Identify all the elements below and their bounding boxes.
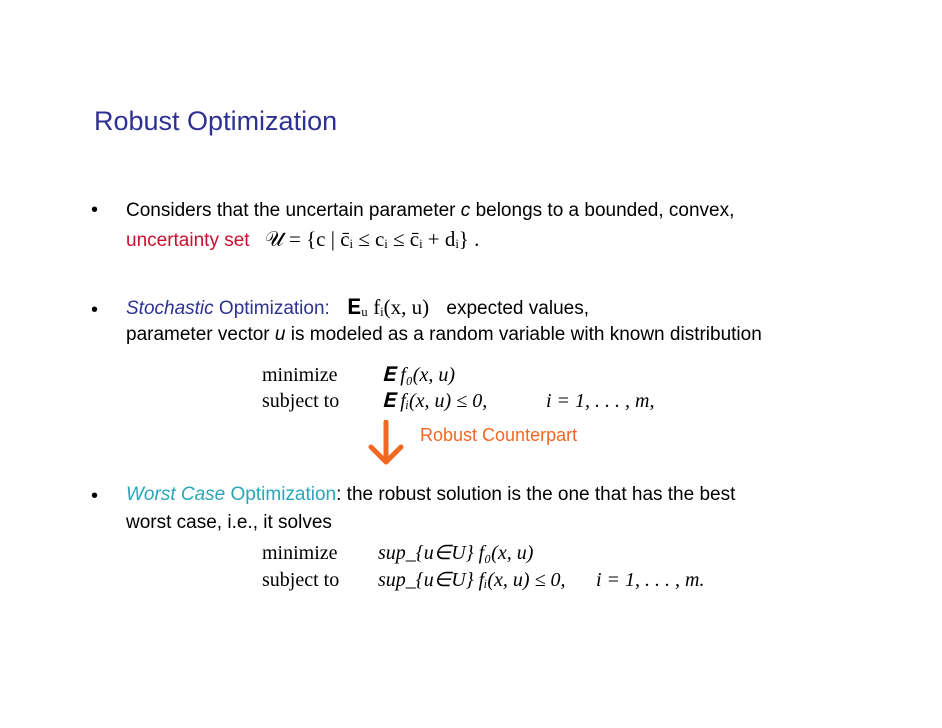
text-span: parameter vector — [126, 324, 275, 345]
text-span: expected values, — [446, 298, 589, 319]
bullet-marker: • — [91, 199, 99, 221]
var-c: c — [460, 200, 471, 221]
prog2-constraint: sup_{u∈U} fᵢ(x, u) ≤ 0, — [378, 569, 566, 591]
uncertainty-set-formula: 𝒰 = {c | c̄ᵢ ≤ cᵢ ≤ c̄ᵢ + dᵢ} . — [264, 227, 480, 251]
text-span: : — [336, 484, 342, 505]
prog-index: i = 1, . . . , m, — [546, 390, 655, 412]
robust-line-2 — [126, 225, 479, 255]
prog-constraint: 𝐄 fᵢ(x, u) ≤ 0, — [382, 390, 488, 412]
prog-subject-to-label: subject to — [262, 390, 340, 412]
prog-minimize-label: minimize — [262, 364, 338, 386]
slide-title: Robust Optimization — [94, 106, 338, 136]
prog2-minimize-label: minimize — [262, 542, 338, 564]
var-u: u — [274, 324, 286, 345]
expectation-formula: 𝐄ᵤ fᵢ(x, u) — [347, 295, 430, 319]
text-span: Considers that the uncertain parameter — [126, 200, 461, 221]
stochastic-line-1 — [126, 293, 589, 323]
text-span: is modeled as a random variable with known distribution — [285, 324, 762, 345]
robust-line-1 — [126, 197, 734, 225]
prog-objective: 𝐄 f₀(x, u) — [382, 364, 456, 386]
text-span: the robust solution is the one that has the best — [341, 484, 736, 505]
stochastic-heading: Optimization: — [213, 298, 330, 319]
uncertainty-set-label: uncertainty set — [126, 230, 250, 251]
bullet-marker: • — [91, 299, 99, 321]
stochastic-emph: Stochastic — [126, 298, 214, 319]
worst-line-1 — [126, 481, 735, 509]
worst-case-emph: Worst Case — [126, 484, 226, 505]
prog2-subject-to-label: subject to — [262, 569, 340, 591]
bullet-marker: • — [91, 485, 99, 507]
stochastic-line-2 — [126, 321, 762, 349]
down-arrow-icon — [366, 420, 406, 466]
worst-case-heading: Optimization — [225, 484, 337, 505]
worst-line-2: worst case, i.e., it solves — [126, 512, 332, 533]
prog2-index: i = 1, . . . , m. — [596, 569, 705, 591]
prog2-objective: sup_{u∈U} f₀(x, u) — [378, 542, 534, 564]
text-span: belongs to a bounded, convex, — [470, 200, 735, 221]
robust-counterpart-label: Robust Counterpart — [420, 425, 578, 445]
